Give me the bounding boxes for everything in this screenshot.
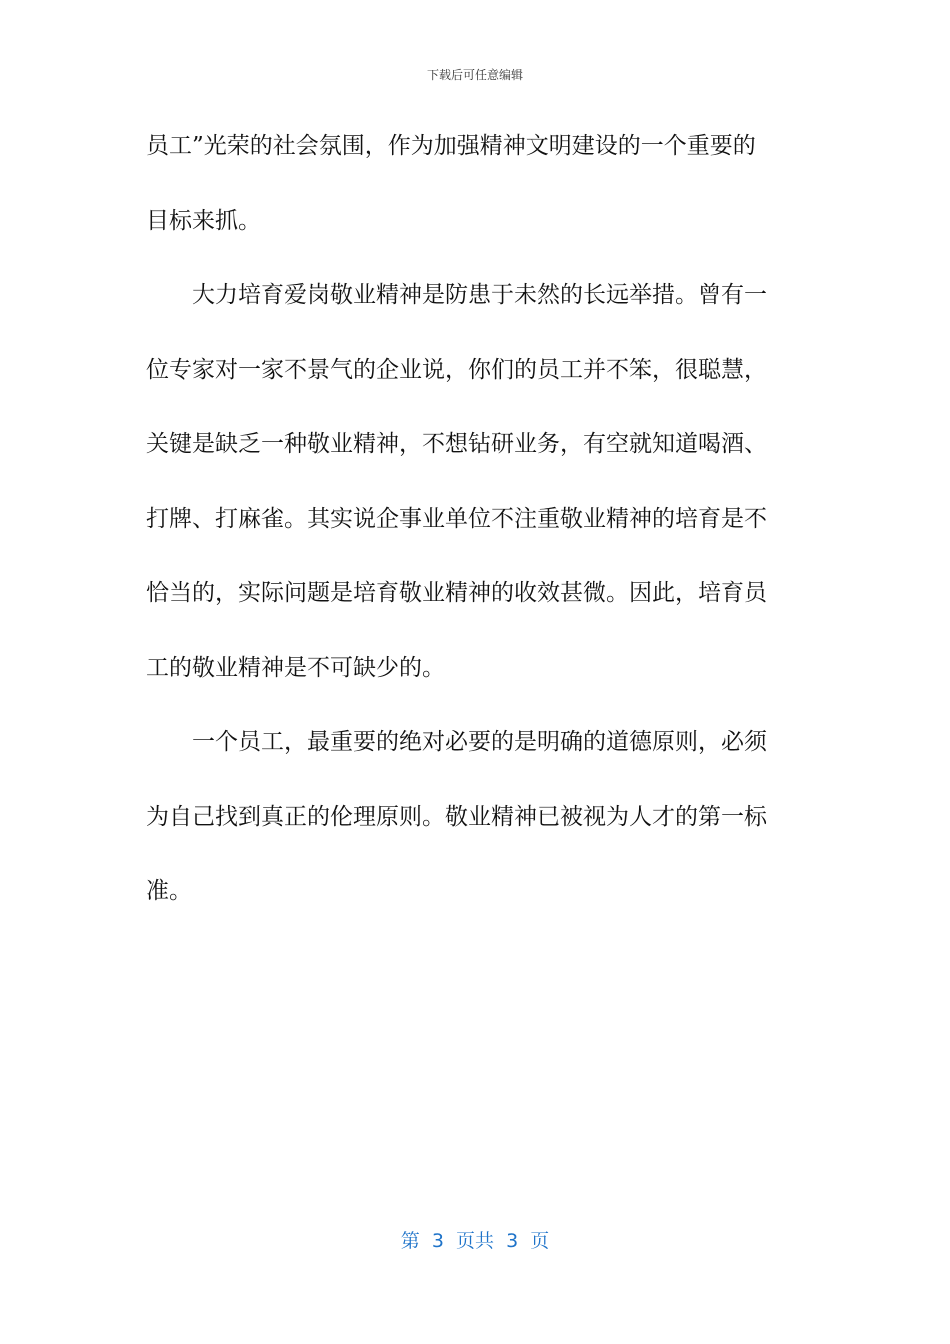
header-note: 下载后可任意编辑 [426,68,523,82]
text-line: 打牌、打麻雀。其实说企事业单位不注重敬业精神的培育是不 [146,505,767,532]
text-line: 一个员工，最重要的绝对必要的是明确的道德原则，必须 [146,729,767,755]
text-line: 员工”光荣的社会氛围，作为加强精神文明建设的一个重要的 [146,133,756,159]
page-number-footer: 第 3 页共 3 页 [400,1230,550,1252]
text-line: 为自己找到真正的伦理原则。敬业精神已被视为人才的第一标 [146,803,767,830]
text-line: 恰当的，实际问题是培育敬业精神的收效甚微。因此，培育员 [146,580,767,606]
text-line: 目标来抓。 [146,207,261,234]
text-line: 准。 [146,878,192,904]
body-text [146,120,794,940]
text-line: 工的敬业精神是不可缺少的。 [146,654,445,681]
text-line: 关键是缺乏一种敬业精神，不想钻研业务，有空就知道喝酒、 [146,431,767,457]
text-line: 位专家对一家不景气的企业说，你们的员工并不笨，很聪慧， [146,356,767,383]
text-line: 大力培育爱岗敬业精神是防患于未然的长远举措。曾有一 [146,282,767,308]
